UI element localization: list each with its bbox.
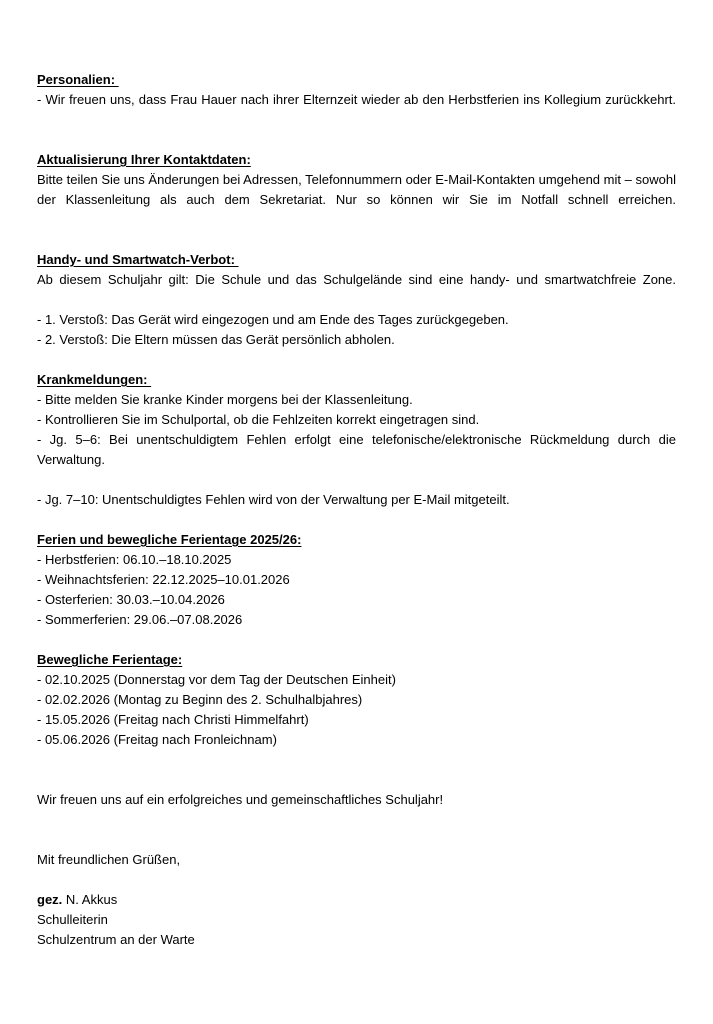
- closing-salutation: Mit freundlichen Grüßen,: [37, 852, 181, 867]
- section-heading-handy-smartwatch-verbot: [37, 250, 676, 270]
- section-heading-personalien: [37, 70, 676, 90]
- spacer: [37, 770, 676, 790]
- section-bewegliche-ferientage: [37, 650, 676, 750]
- signature-prefix: gez.: [37, 892, 63, 907]
- section-heading-bewegliche-ferientage: [37, 650, 676, 670]
- list-item: - 02.02.2026 (Montag zu Beginn des 2. Schulhalbjahres): [37, 692, 363, 707]
- list-item: - 05.06.2026 (Freitag nach Fronleichnam): [37, 732, 277, 747]
- section-heading-kontaktdaten-text: Aktualisierung Ihrer Kontaktdaten:: [37, 152, 251, 167]
- section-handy-smartwatch-verbot: [37, 250, 676, 350]
- section-kontaktdaten: [37, 150, 676, 230]
- section-heading-personalien-text: Personalien:: [37, 72, 119, 87]
- section-heading-krankmeldungen: [37, 370, 676, 390]
- section-heading-bewegliche-ferientage-text: Bewegliche Ferientage:: [37, 652, 183, 667]
- list-item: - Kontrollieren Sie im Schulportal, ob die Fehlzeiten korrekt eingetragen sind.: [37, 412, 480, 427]
- spacer: [37, 810, 676, 850]
- section-heading-ferien: [37, 530, 676, 550]
- section-ferien: [37, 530, 676, 630]
- list-item: - Osterferien: 30.03.–10.04.2026: [37, 592, 225, 607]
- section-personalien: [37, 70, 676, 130]
- list-item: - 2. Verstoß: Die Eltern müssen das Gerät persönlich abholen.: [37, 332, 395, 347]
- section-krankmeldungen: [37, 370, 676, 510]
- list-item: - Jg. 7–10: Unentschuldigtes Fehlen wird von der Verwaltung per E-Mail mitgeteilt.: [37, 492, 510, 507]
- section-body-personalien: - Wir freuen uns, dass Frau Hauer nach ihrer Elternzeit wieder ab den Herbstferien ins Kollegium zurückkehrt.: [37, 92, 676, 107]
- section-body-handy-smartwatch-verbot: Ab diesem Schuljahr gilt: Die Schule und das Schulgelände sind eine handy- und smartwatchfreie Zone.: [37, 272, 676, 287]
- section-heading-ferien-text: Ferien und bewegliche Ferientage 2025/26:: [37, 532, 302, 547]
- signature-institution: Schulzentrum an der Warte: [37, 932, 195, 947]
- signature-name-line: [37, 890, 676, 910]
- section-heading-krankmeldungen-text: Krankmeldungen:: [37, 372, 152, 387]
- section-heading-kontaktdaten: [37, 150, 676, 170]
- list-item: - Jg. 5–6: Bei unentschuldigtem Fehlen erfolgt eine telefonische/elektronische Rückmeldung durch die Verwaltung.: [37, 432, 676, 467]
- closing-wish: Wir freuen uns auf ein erfolgreiches und gemeinschaftliches Schuljahr!: [37, 792, 444, 807]
- signature-role: Schulleiterin: [37, 912, 108, 927]
- list-item: - 15.05.2026 (Freitag nach Christi Himmelfahrt): [37, 712, 309, 727]
- section-heading-handy-smartwatch-verbot-text: Handy- und Smartwatch-Verbot:: [37, 252, 239, 267]
- list-item: - 1. Verstoß: Das Gerät wird eingezogen und am Ende des Tages zurückgegeben.: [37, 312, 509, 327]
- signature-name: N. Akkus: [62, 892, 118, 907]
- list-item: - Weihnachtsferien: 22.12.2025–10.01.2026: [37, 572, 290, 587]
- list-item: - Sommerferien: 29.06.–07.08.2026: [37, 612, 243, 627]
- list-item: - Herbstferien: 06.10.–18.10.2025: [37, 552, 232, 567]
- list-item: - Bitte melden Sie kranke Kinder morgens bei der Klassenleitung.: [37, 392, 413, 407]
- list-item: - 02.10.2025 (Donnerstag vor dem Tag der Deutschen Einheit): [37, 672, 396, 687]
- document-content: [37, 70, 676, 950]
- spacer: [37, 870, 676, 890]
- section-body-kontaktdaten: Bitte teilen Sie uns Änderungen bei Adressen, Telefonnummern oder E-Mail-Kontakten umgehend mit – sowohl der Klassenleitung als auch dem Sekretariat. Nur so können wir Sie im Notfall schnell erreichen.: [37, 172, 676, 207]
